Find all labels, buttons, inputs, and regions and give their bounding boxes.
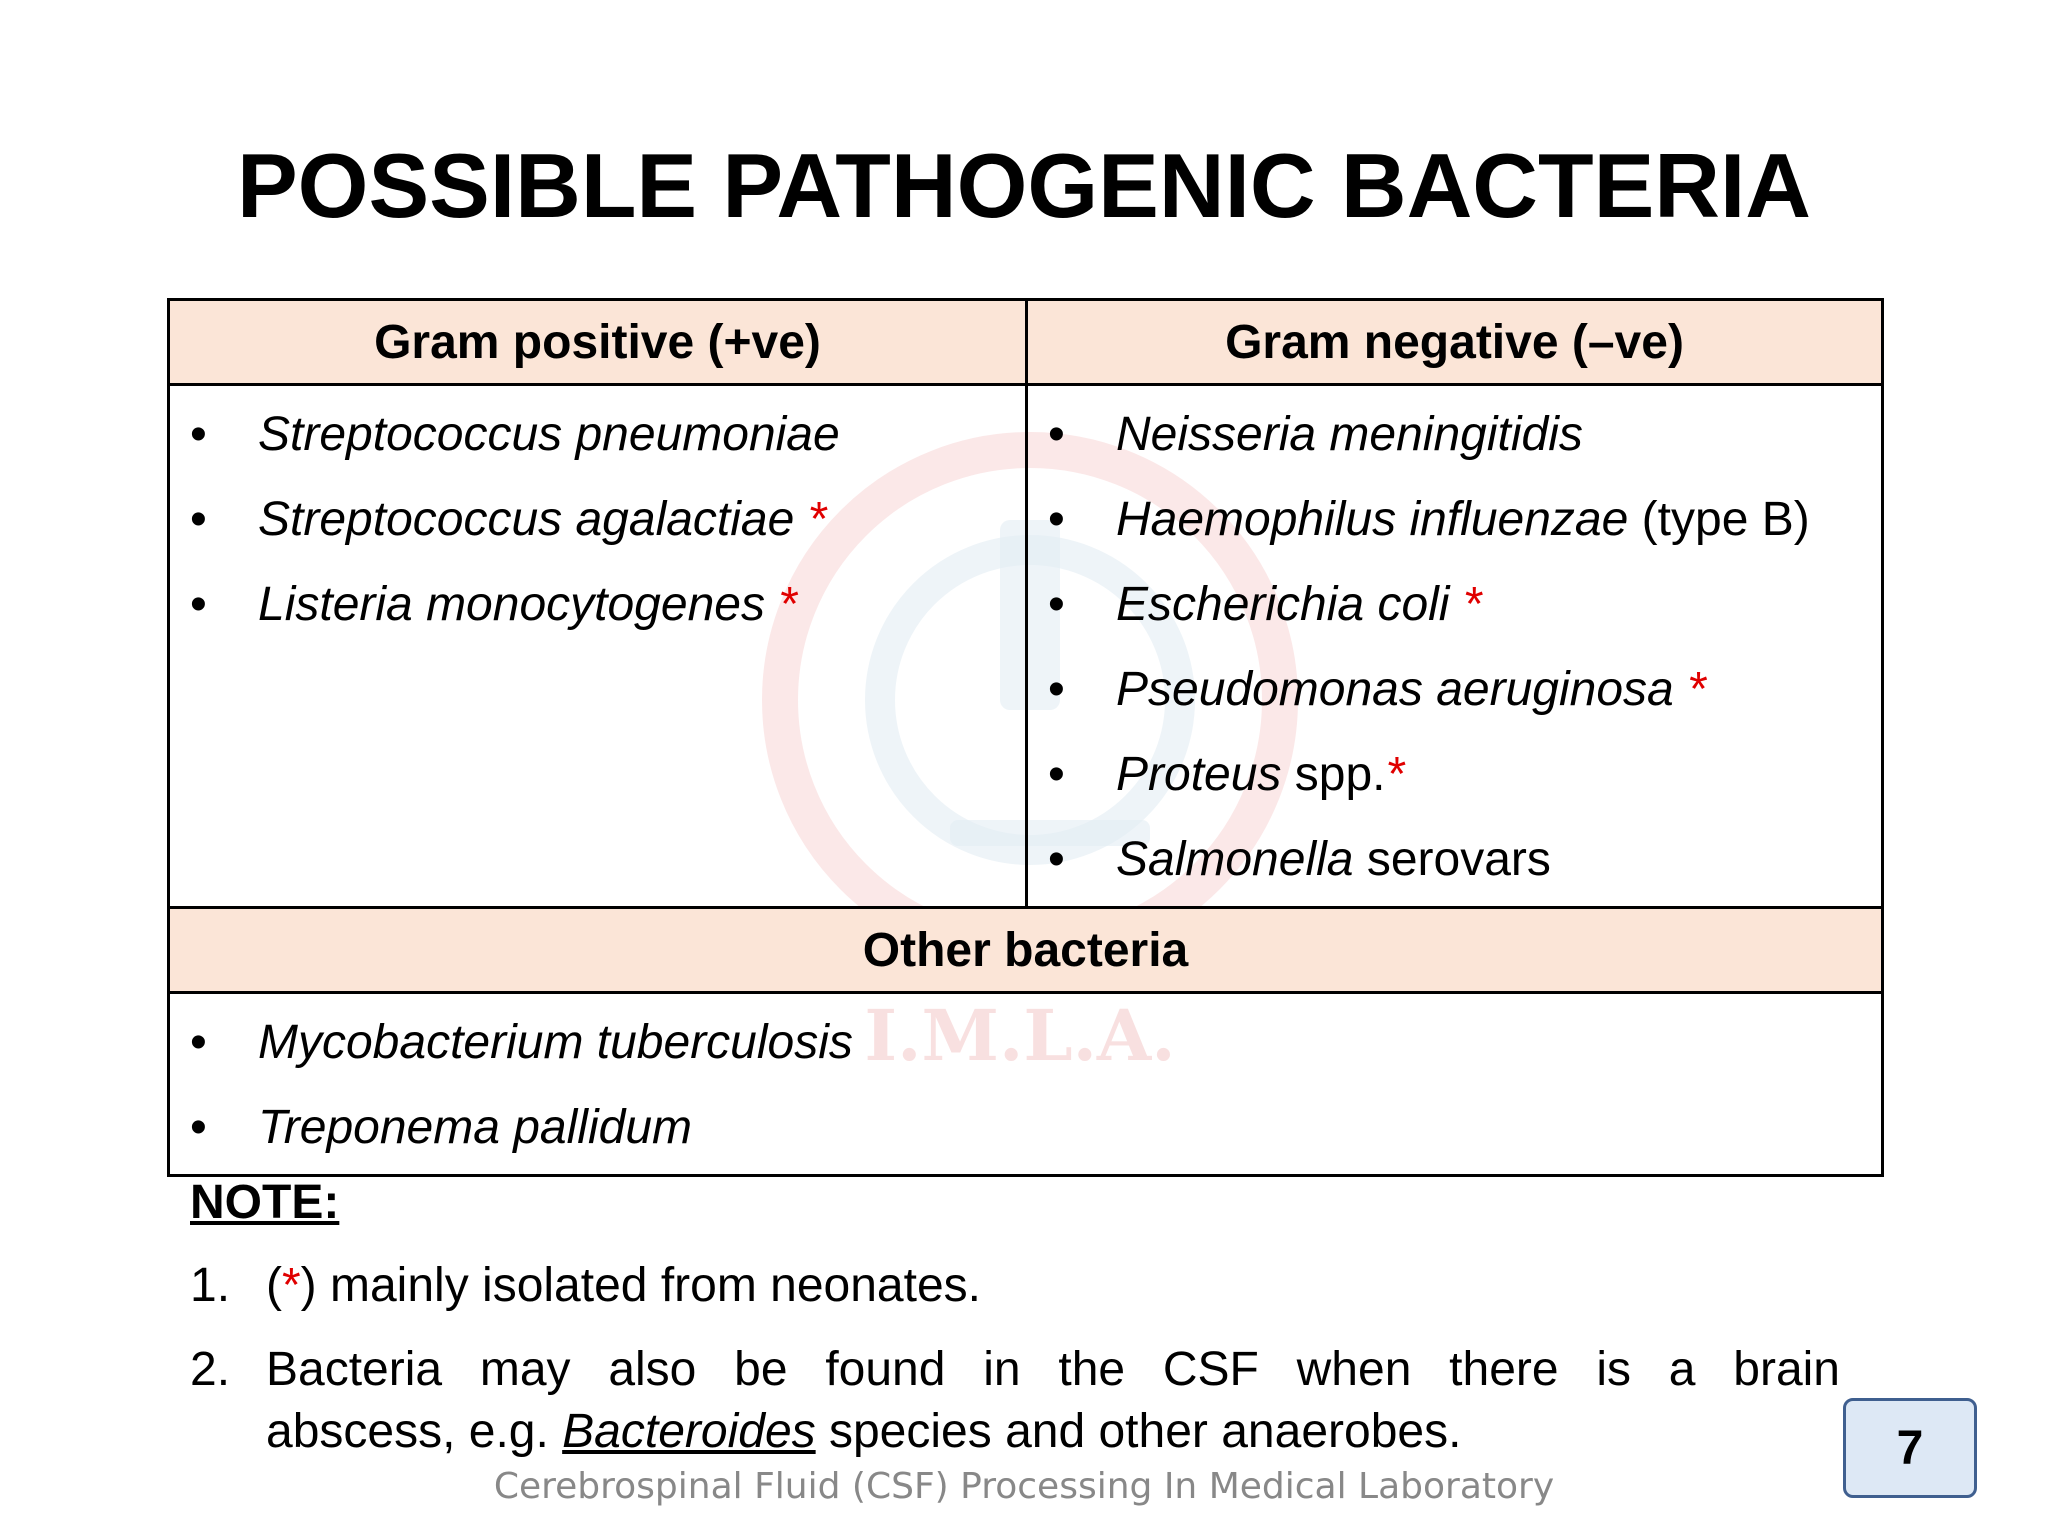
footer-text: Cerebrospinal Fluid (CSF) Processing In Medical Laboratory [493,1466,1555,1507]
bacteria-table [167,298,1884,1177]
note-text-line2-post: species and other anaerobes. [815,1405,1462,1458]
species-suffix: (type B) [1641,493,1810,546]
list-item [170,1000,1881,1085]
page-title: POSSIBLE PATHOGENIC BACTERIA [236,136,1812,237]
note-open-paren: ( [266,1259,282,1312]
list-item [1028,817,1881,902]
gram-negative-cell [1027,385,1883,908]
neonate-marker: * [281,1259,301,1312]
page-number: 7 [1896,1421,1924,1475]
gram-negative-list [1028,386,1881,906]
other-bacteria-cell [169,993,1883,1176]
table-header-row [169,300,1883,385]
list-item [170,392,1025,477]
species-name: Treponema pallidum [258,1101,692,1154]
species-name: Neisseria meningitidis [1116,408,1583,461]
species-name: Escherichia coli [1116,578,1450,631]
species-name: Streptococcus agalactiae [258,493,795,546]
list-item [170,562,1025,647]
table-body-row [169,385,1883,908]
note-number: 1. [190,1259,231,1312]
list-item [170,1085,1881,1170]
note-text-line1: Bacteria may also be found in the CSF when there is a brain [266,1343,1840,1396]
note-list [190,1255,1840,1485]
genus-name: Bacteroides [562,1405,816,1458]
note-text-line2-pre: abscess, e.g. [266,1405,563,1458]
other-bacteria-header: Other bacteria [169,908,1883,993]
page-number-badge [1843,1398,1977,1498]
neonate-marker: * [1687,663,1706,716]
other-bacteria-list [170,994,1881,1174]
neonate-marker: * [807,493,827,546]
species-name: Listeria monocytogenes [258,578,765,631]
other-header-row [169,908,1883,993]
note-item-2 [190,1339,1840,1463]
list-item [1028,732,1881,817]
list-item [1028,562,1881,647]
neonate-marker: * [1462,578,1482,631]
list-item [170,477,1025,562]
list-item [1028,647,1881,732]
species-name: Salmonella [1116,833,1354,886]
gram-positive-cell [169,385,1027,908]
neonate-marker: * [778,578,797,631]
gram-positive-header: Gram positive (+ve) [169,300,1027,385]
watermark-text: I.M.L.A. [864,994,1176,1077]
species-name: Pseudomonas aeruginosa [1116,663,1674,716]
gram-negative-header: Gram negative (–ve) [1027,300,1883,385]
list-item [1028,392,1881,477]
note-item-1 [190,1255,1840,1317]
species-suffix: serovars [1366,833,1551,886]
note-heading: NOTE: [190,1176,340,1229]
species-name: Haemophilus influenzae [1116,493,1629,546]
species-name: Mycobacterium tuberculosis [258,1016,853,1069]
note-text: ) mainly isolated from neonates. [300,1259,981,1312]
gram-positive-list [170,386,1025,651]
species-name: Streptococcus pneumoniae [258,408,840,461]
list-item [1028,477,1881,562]
note-number: 2. [190,1343,231,1396]
species-suffix: spp. [1294,748,1386,801]
species-name: Proteus [1116,748,1282,801]
neonate-marker: * [1385,748,1405,801]
other-body-row [169,993,1883,1176]
